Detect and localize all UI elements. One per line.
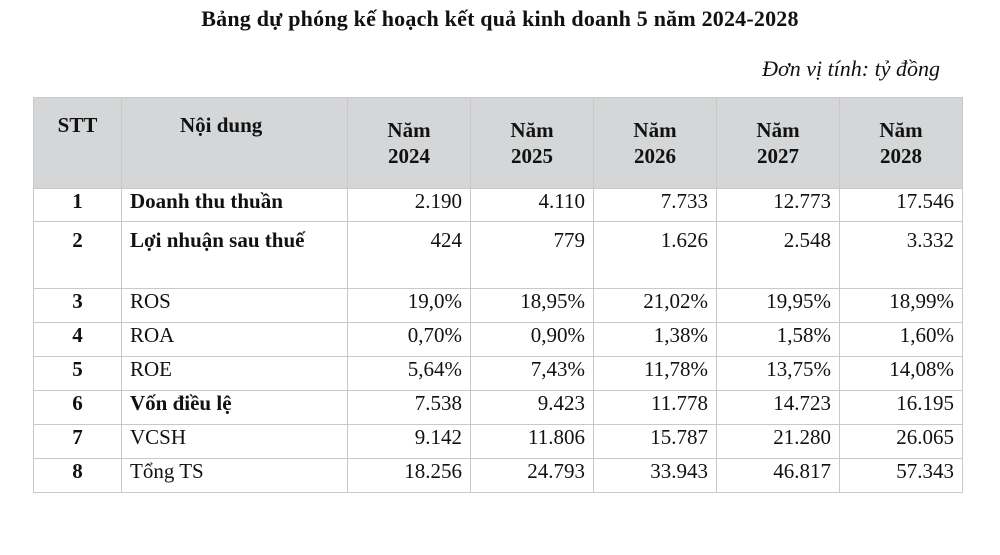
row-value: 11.806 bbox=[471, 425, 594, 459]
row-value: 57.343 bbox=[840, 459, 963, 493]
row-value: 5,64% bbox=[348, 357, 471, 391]
row-name: ROA bbox=[122, 323, 348, 357]
row-value: 18,95% bbox=[471, 289, 594, 323]
header-year-2024: Năm 2024 bbox=[348, 98, 471, 189]
row-stt: 5 bbox=[34, 357, 122, 391]
row-value: 18,99% bbox=[840, 289, 963, 323]
table-row bbox=[34, 222, 963, 289]
row-value: 15.787 bbox=[594, 425, 717, 459]
row-value: 14.723 bbox=[717, 391, 840, 425]
row-stt: 4 bbox=[34, 323, 122, 357]
table-row bbox=[34, 357, 963, 391]
row-value: 17.546 bbox=[840, 189, 963, 222]
row-value: 18.256 bbox=[348, 459, 471, 493]
row-value: 16.195 bbox=[840, 391, 963, 425]
row-name: Doanh thu thuần bbox=[122, 189, 348, 222]
row-value: 24.793 bbox=[471, 459, 594, 493]
table-row bbox=[34, 425, 963, 459]
header-stt: STT bbox=[34, 98, 122, 189]
row-stt: 2 bbox=[34, 222, 122, 289]
header-year-2027: Năm 2027 bbox=[717, 98, 840, 189]
row-value: 21.280 bbox=[717, 425, 840, 459]
table-row bbox=[34, 289, 963, 323]
row-name: Vốn điều lệ bbox=[122, 391, 348, 425]
row-value: 46.817 bbox=[717, 459, 840, 493]
row-value: 7.538 bbox=[348, 391, 471, 425]
row-stt: 1 bbox=[34, 189, 122, 222]
table-body bbox=[34, 189, 963, 493]
row-value: 11,78% bbox=[594, 357, 717, 391]
header-year-2028: Năm 2028 bbox=[840, 98, 963, 189]
row-value: 2.190 bbox=[348, 189, 471, 222]
row-value: 33.943 bbox=[594, 459, 717, 493]
row-value: 12.773 bbox=[717, 189, 840, 222]
row-value: 0,90% bbox=[471, 323, 594, 357]
table-header-row bbox=[34, 98, 963, 189]
row-value: 424 bbox=[348, 222, 471, 289]
row-value: 19,0% bbox=[348, 289, 471, 323]
row-name: ROS bbox=[122, 289, 348, 323]
row-value: 3.332 bbox=[840, 222, 963, 289]
row-stt: 8 bbox=[34, 459, 122, 493]
row-name: Lợi nhuận sau thuế bbox=[122, 222, 348, 289]
forecast-table bbox=[33, 97, 963, 493]
row-value: 7,43% bbox=[471, 357, 594, 391]
row-value: 13,75% bbox=[717, 357, 840, 391]
row-value: 2.548 bbox=[717, 222, 840, 289]
row-value: 7.733 bbox=[594, 189, 717, 222]
row-value: 779 bbox=[471, 222, 594, 289]
table-row bbox=[34, 323, 963, 357]
table-title: Bảng dự phóng kế hoạch kết quả kinh doanh 5 năm 2024-2028 bbox=[201, 6, 799, 31]
table-row bbox=[34, 391, 963, 425]
row-value: 0,70% bbox=[348, 323, 471, 357]
row-name: Tổng TS bbox=[122, 459, 348, 493]
header-year-2026: Năm 2026 bbox=[594, 98, 717, 189]
row-value: 9.423 bbox=[471, 391, 594, 425]
header-content: Nội dung bbox=[122, 98, 348, 189]
header-year-2025: Năm 2025 bbox=[471, 98, 594, 189]
table-row bbox=[34, 189, 963, 222]
row-value: 11.778 bbox=[594, 391, 717, 425]
row-stt: 6 bbox=[34, 391, 122, 425]
row-value: 1,58% bbox=[717, 323, 840, 357]
row-stt: 3 bbox=[34, 289, 122, 323]
row-stt: 7 bbox=[34, 425, 122, 459]
row-value: 4.110 bbox=[471, 189, 594, 222]
unit-note: Đơn vị tính: tỷ đồng bbox=[762, 56, 940, 81]
row-value: 1,38% bbox=[594, 323, 717, 357]
row-name: VCSH bbox=[122, 425, 348, 459]
row-value: 1.626 bbox=[594, 222, 717, 289]
table-row bbox=[34, 459, 963, 493]
row-value: 26.065 bbox=[840, 425, 963, 459]
row-value: 19,95% bbox=[717, 289, 840, 323]
row-name: ROE bbox=[122, 357, 348, 391]
row-value: 9.142 bbox=[348, 425, 471, 459]
row-value: 1,60% bbox=[840, 323, 963, 357]
row-value: 14,08% bbox=[840, 357, 963, 391]
row-value: 21,02% bbox=[594, 289, 717, 323]
